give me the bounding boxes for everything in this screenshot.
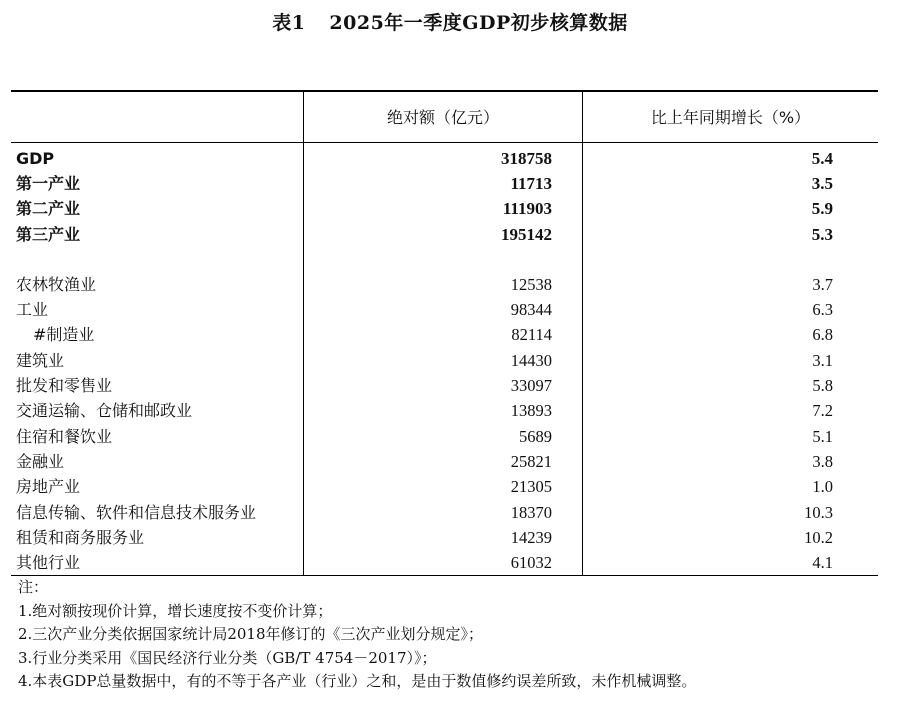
row-abs: 12538 [304,272,583,297]
row-name: 批发和零售业 [16,376,113,396]
row-growth: 5.8 [583,373,879,398]
row-name: 第二产业 [16,199,81,219]
row-abs: 61032 [304,550,583,576]
row-growth: 5.1 [583,423,879,448]
table-row [11,474,878,499]
row-growth: 3.8 [583,449,879,474]
row-abs: 11713 [304,171,583,196]
row-abs: 18370 [304,499,583,524]
row-growth: 3.7 [583,272,879,297]
row-name: 交通运输、仓储和邮政业 [16,401,193,421]
table-row [11,525,878,550]
note-item: 3.行业分类采用《国民经济行业分类（GB/T 4754－2017）》； [18,648,437,667]
note-item: 2.三次产业分类依据国家统计局2018年修订的《三次产业划分规定》； [18,625,483,643]
row-abs: 111903 [304,196,583,221]
row-name: 建筑业 [16,350,65,370]
row-name: 第一产业 [16,173,81,193]
row-name: GDP [16,148,55,168]
row-abs: 82114 [304,322,583,347]
table-header-row [11,91,878,142]
header-absolute-amount: 绝对额（亿元） [304,91,583,142]
row-name: 信息传输、软件和信息技术服务业 [16,502,257,522]
table-row [11,297,878,322]
row-growth: 6.8 [583,322,879,347]
table-row [11,142,878,171]
table-row [11,398,878,423]
row-name: 农林牧渔业 [16,274,97,294]
row-abs: 33097 [304,373,583,398]
row-abs: 98344 [304,297,583,322]
row-abs: 21305 [304,474,583,499]
table-row [11,196,878,221]
table-row [11,322,878,347]
row-growth: 5.3 [583,221,879,246]
row-growth: 7.2 [583,398,879,423]
header-growth: 比上年同期增长（%） [583,91,879,142]
spacer-row [11,247,878,272]
row-abs: 195142 [304,221,583,246]
spacer-cell [583,247,879,272]
row-name: 房地产业 [16,477,81,497]
row-name: 租赁和商务服务业 [16,527,145,547]
row-growth: 3.5 [583,171,879,196]
table-row [11,499,878,524]
table-title-text: 2025年一季度GDP初步核算数据 [329,12,628,34]
spacer-cell [304,247,583,272]
table-row [11,348,878,373]
row-name: 工业 [16,300,49,320]
spacer-cell [11,247,304,272]
table-row [11,221,878,246]
header-name [11,91,304,142]
row-abs: 14239 [304,525,583,550]
table-row [11,272,878,297]
row-growth: 5.4 [583,142,879,171]
row-growth: 1.0 [583,474,879,499]
table-row [11,373,878,398]
table-title [0,8,900,35]
notes-section [18,576,888,694]
table-row [11,171,878,196]
row-growth: 6.3 [583,297,879,322]
table-row [11,423,878,448]
row-abs: 13893 [304,398,583,423]
row-abs: 318758 [304,142,583,171]
note-item: 4.本表GDP总量数据中，有的不等于各产业（行业）之和，是由于数值修约误差所致，未作机械调整。 [18,672,697,690]
row-abs: 14430 [304,348,583,373]
table-number: 表1 [272,12,306,34]
row-growth: 3.1 [583,348,879,373]
notes-heading: 注： [18,578,49,596]
row-name: 金融业 [16,451,65,471]
row-growth: 10.2 [583,525,879,550]
row-abs: 5689 [304,423,583,448]
table-row [11,550,878,576]
gdp-table [11,90,878,576]
row-abs: 25821 [304,449,583,474]
note-item: 1.绝对额按现价计算，增长速度按不变价计算； [18,601,333,620]
row-growth: 10.3 [583,499,879,524]
row-growth: 4.1 [583,550,879,576]
row-name: #制造业 [33,325,95,345]
table-row [11,449,878,474]
row-growth: 5.9 [583,196,879,221]
row-name: 其他行业 [11,550,304,576]
row-name: 住宿和餐饮业 [16,426,113,446]
row-name: 第三产业 [16,224,81,244]
